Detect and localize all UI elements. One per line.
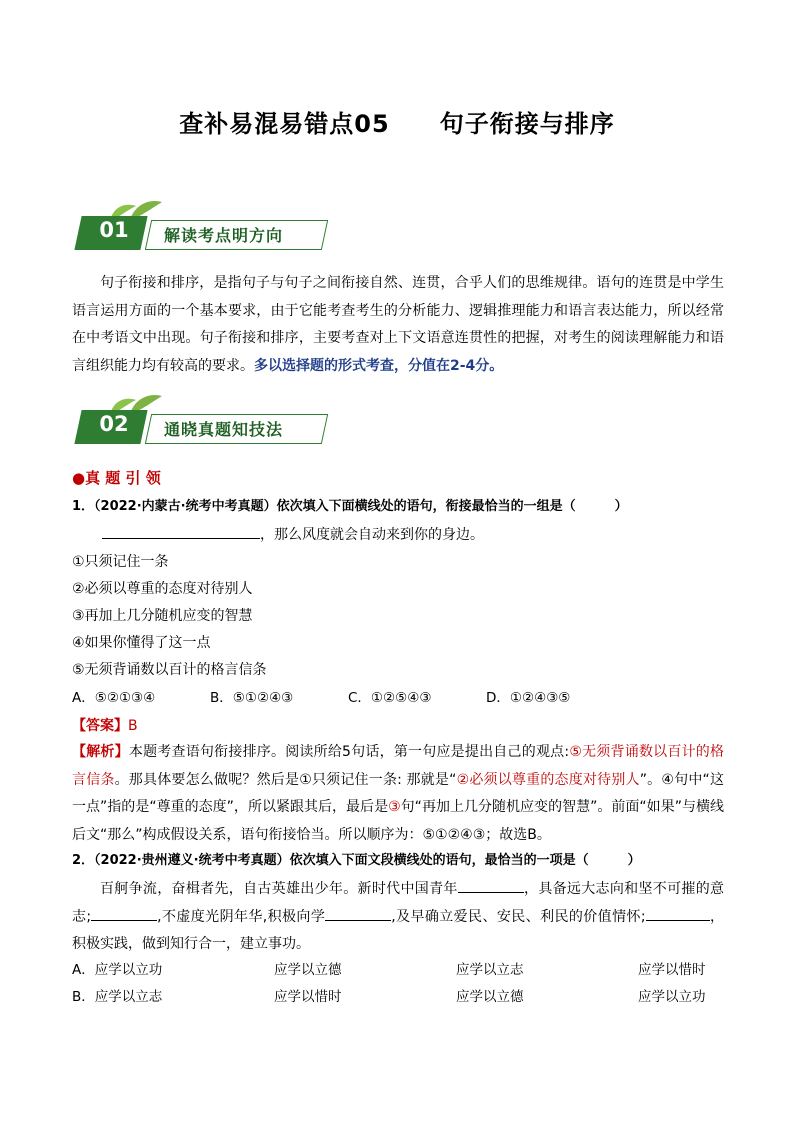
q1-item: ⑤无须背诵数以百计的格言信条 bbox=[72, 662, 267, 678]
analysis-text: 。那具体要怎么做呢？然后是①只须记住一条: 那就是“ bbox=[114, 771, 457, 788]
option-cell: 应学以立德 bbox=[456, 989, 524, 1005]
intro-text: 句子衔接和排序，是指句子与句子之间衔接自然、连贯，合乎人们的思维规律。语句的连贯是中学生语言运用方面的一个基本要求，由于它能考查考生的分析能力、逻辑推理能力和语言表达能力，所以经常在中考语文中出现。句子衔接和排序，主要考查对上下文语意连贯性的把握，对考生的阅读理解能力和语言组织能力均有较高的要求。 bbox=[72, 275, 724, 374]
q2-text: ，具备远大志向和坚不可摧的意志; bbox=[72, 881, 725, 925]
q1-stem: 1．（2022·内蒙古·统考中考真题）依次填入下面横线处的语句，衔接最恰当的一组是（ ） bbox=[72, 499, 628, 514]
answer-blank bbox=[325, 906, 391, 921]
option-cell: 应学以惜时 bbox=[638, 962, 706, 978]
section-header-2 bbox=[78, 400, 338, 446]
analysis-highlight: ⑤无须背诵数以百计的格言信条 bbox=[72, 744, 725, 788]
page-title: 查补易混易错点05 句子衔接与排序 bbox=[179, 110, 615, 138]
option-a: A．⑤②①③④ bbox=[72, 690, 156, 706]
option-cell: 应学以立功 bbox=[638, 989, 706, 1005]
answer-value: B bbox=[128, 718, 138, 734]
q2-passage bbox=[72, 876, 724, 959]
answer-blank bbox=[646, 906, 710, 921]
option-cell: 应学以立德 bbox=[274, 962, 342, 978]
option-b: B．⑤①②④③ bbox=[210, 690, 294, 706]
intro-paragraph bbox=[72, 270, 724, 380]
intro-highlight: 多以选择题的形式考查，分值在2-4分。 bbox=[254, 357, 504, 374]
q2-text: 百舸争流，奋楫者先，自古英雄出少年。新时代中国青年 bbox=[100, 881, 458, 897]
analysis-text: 本题考查语句衔接排序。阅读所给5句话，第一句应是提出自己的观点: bbox=[128, 744, 570, 760]
zhenti-label: ●真 题 引 领 bbox=[72, 469, 161, 487]
q1-blank-line bbox=[102, 524, 762, 545]
q1-item: ④如果你懂得了这一点 bbox=[72, 635, 211, 651]
analysis-tag: 【解析】 bbox=[72, 744, 129, 760]
section-label: 通晓真题知技法 bbox=[164, 420, 284, 439]
q2-text: ，积极实践，做到知行合一，建立事功。 bbox=[72, 908, 725, 952]
analysis-highlight: ②必须以尊重的态度对待别人 bbox=[456, 771, 640, 788]
section-number: 01 bbox=[99, 218, 129, 242]
answer-blank bbox=[458, 878, 524, 893]
q2-text: ,及早确立爱民、安民、利民的价值情怀; bbox=[391, 908, 646, 925]
section-label: 解读考点明方向 bbox=[164, 226, 284, 245]
q1-item: ③再加上几分随机应变的智慧 bbox=[72, 608, 253, 624]
option-cell: B．应学以立志 bbox=[72, 989, 163, 1005]
analysis-highlight: ③ bbox=[388, 799, 401, 815]
option-cell: 应学以惜时 bbox=[274, 989, 342, 1005]
q2-stem: 2．（2022·贵州遵义·统考中考真题）依次填入下面文段横线处的语句，最恰当的一项是（ ） bbox=[72, 853, 641, 868]
analysis-text: ”。④句中“这一点”指的是“尊重的态度”，所以紧跟其后，最后是 bbox=[72, 771, 724, 815]
answer-blank bbox=[91, 906, 157, 921]
option-cell: A．应学以立功 bbox=[72, 962, 163, 978]
q1-analysis bbox=[72, 739, 724, 849]
analysis-text: 句“再加上几分随机应变的智慧”。前面“如果”与横线后文“那么”构成假设关系，语句衔接恰当。所以顺序为：⑤①②④③；故选B。 bbox=[72, 799, 725, 843]
answer-tag: 【答案】 bbox=[72, 718, 128, 734]
option-d: D．①②④③⑤ bbox=[486, 690, 571, 706]
option-cell: 应学以立志 bbox=[456, 962, 524, 978]
section-number: 02 bbox=[99, 412, 129, 436]
section-header-1 bbox=[78, 206, 338, 252]
q1-item: ①只须记住一条 bbox=[72, 554, 169, 570]
answer-blank bbox=[102, 524, 260, 539]
q1-blank-suffix: ，那么风度就会自动来到你的身边。 bbox=[260, 527, 484, 543]
option-c: C．①②⑤④③ bbox=[348, 690, 432, 706]
q1-answer bbox=[72, 716, 732, 736]
q1-item: ②必须以尊重的态度对待别人 bbox=[72, 581, 253, 597]
q2-text: ,不虚度光阴年华,积极向学 bbox=[157, 908, 326, 925]
